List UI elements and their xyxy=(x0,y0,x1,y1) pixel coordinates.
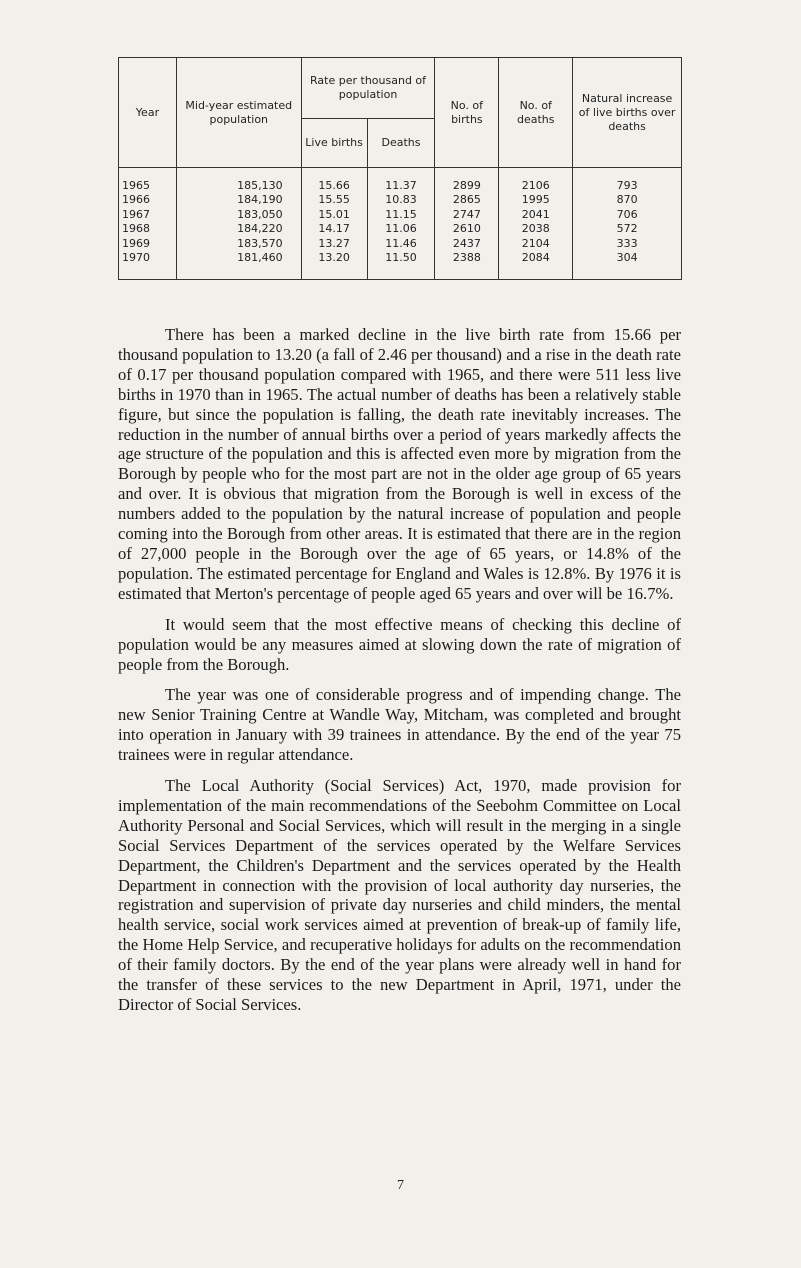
cell-deaths: 1995 xyxy=(499,193,573,207)
table-row xyxy=(119,237,682,251)
cell-population: 181,460 xyxy=(176,251,301,280)
cell-deaths-rate: 11.50 xyxy=(367,251,435,280)
cell-population: 184,190 xyxy=(176,193,301,207)
cell-population: 183,570 xyxy=(176,237,301,251)
cell-births: 2437 xyxy=(435,237,499,251)
cell-live-births-rate: 15.55 xyxy=(301,193,367,207)
cell-year: 1966 xyxy=(119,193,177,207)
cell-deaths: 2041 xyxy=(499,208,573,222)
cell-births: 2899 xyxy=(435,168,499,194)
cell-natural-increase: 333 xyxy=(573,237,682,251)
cell-natural-increase: 706 xyxy=(573,208,682,222)
cell-deaths: 2106 xyxy=(499,168,573,194)
cell-deaths-rate: 10.83 xyxy=(367,193,435,207)
cell-population: 183,050 xyxy=(176,208,301,222)
cell-deaths-rate: 11.37 xyxy=(367,168,435,194)
cell-year: 1965 xyxy=(119,168,177,194)
cell-natural-increase: 304 xyxy=(573,251,682,280)
header-year: Year xyxy=(119,58,177,168)
cell-natural-increase: 870 xyxy=(573,193,682,207)
cell-natural-increase: 572 xyxy=(573,222,682,236)
paragraph: The Local Authority (Social Services) Act, 1970, made provision for implementation of the main recommendations of the Seebohm Committee on Local Authority Personal and Social Services, which will result in the merging in a single Social Services Department of the services operated by the Welfare Services Department, the Children's Department and the services operated by the Health Department in connection with the provision of local authority day nurseries, the registration and supervision of private day nurseries and child minders, the mental health service, social work services aimed at prevention of break-up of family life, the Home Help Service, and recuperative holidays for adults on the recommendation of their family doctors. By the end of the year plans were already well in hand for the transfer of these services to the new Department in April, 1971, under the Director of Social Services. xyxy=(118,776,681,1014)
cell-deaths: 2104 xyxy=(499,237,573,251)
header-natural-increase: Natural increase of live births over deaths xyxy=(573,58,682,168)
cell-deaths: 2038 xyxy=(499,222,573,236)
header-deaths: No. of deaths xyxy=(499,58,573,168)
cell-births: 2388 xyxy=(435,251,499,280)
cell-year: 1968 xyxy=(119,222,177,236)
header-deaths-rate: Deaths xyxy=(367,119,435,168)
body-text xyxy=(118,325,681,1026)
cell-births: 2865 xyxy=(435,193,499,207)
table-row xyxy=(119,193,682,207)
cell-live-births-rate: 14.17 xyxy=(301,222,367,236)
cell-live-births-rate: 15.01 xyxy=(301,208,367,222)
paragraph: It would seem that the most effective means of checking this decline of population would be any measures aimed at slowing down the rate of migration of people from the Borough. xyxy=(118,614,681,674)
cell-deaths-rate: 11.06 xyxy=(367,222,435,236)
table-row xyxy=(119,251,682,280)
cell-population: 184,220 xyxy=(176,222,301,236)
cell-population: 185,130 xyxy=(176,168,301,194)
cell-natural-increase: 793 xyxy=(573,168,682,194)
cell-births: 2747 xyxy=(435,208,499,222)
cell-year: 1967 xyxy=(119,208,177,222)
header-live-births-rate: Live births xyxy=(301,119,367,168)
table-row xyxy=(119,222,682,236)
table-row xyxy=(119,168,682,194)
paragraph: The year was one of considerable progress and of impending change. The new Senior Training Centre at Wandle Way, Mitcham, was completed and brought into operation in January with 39 trainees in attendance. By the end of the year 75 trainees were in regular attendance. xyxy=(118,685,681,765)
header-births: No. of births xyxy=(435,58,499,168)
cell-deaths: 2084 xyxy=(499,251,573,280)
vital-statistics-table xyxy=(118,57,682,280)
cell-deaths-rate: 11.46 xyxy=(367,237,435,251)
cell-live-births-rate: 13.20 xyxy=(301,251,367,280)
cell-births: 2610 xyxy=(435,222,499,236)
page-number: 7 xyxy=(397,1178,404,1193)
cell-live-births-rate: 15.66 xyxy=(301,168,367,194)
cell-live-births-rate: 13.27 xyxy=(301,237,367,251)
header-population: Mid-year estimated population xyxy=(176,58,301,168)
header-rate-group: Rate per thousand of population xyxy=(301,58,435,119)
cell-deaths-rate: 11.15 xyxy=(367,208,435,222)
cell-year: 1970 xyxy=(119,251,177,280)
paragraph: There has been a marked decline in the live birth rate from 15.66 per thousand population to 13.20 (a fall of 2.46 per thousand) and a rise in the death rate of 0.17 per thousand population compared with 1965, and there were 511 less live births in 1970 than in 1965. The actual number of deaths has been a relatively stable figure, but since the population is falling, the death rate inevitably increases. The reduction in the number of annual births over a period of years markedly affects the age structure of the population and this is affected even more by migration from the Borough by people who for the most part are not in the older age group of 65 years and over. It is obvious that migration from the Borough is well in excess of the numbers added to the population by the natural increase of population and people coming into the Borough from other areas. It is estimated that there are in the region of 27,000 people in the Borough over the age of 65 years, or 14.8% of the population. The estimated percentage for England and Wales is 12.8%. By 1976 it is estimated that Merton's percentage of people aged 65 years and over will be 16.7%. xyxy=(118,325,681,603)
table-row xyxy=(119,208,682,222)
cell-year: 1969 xyxy=(119,237,177,251)
